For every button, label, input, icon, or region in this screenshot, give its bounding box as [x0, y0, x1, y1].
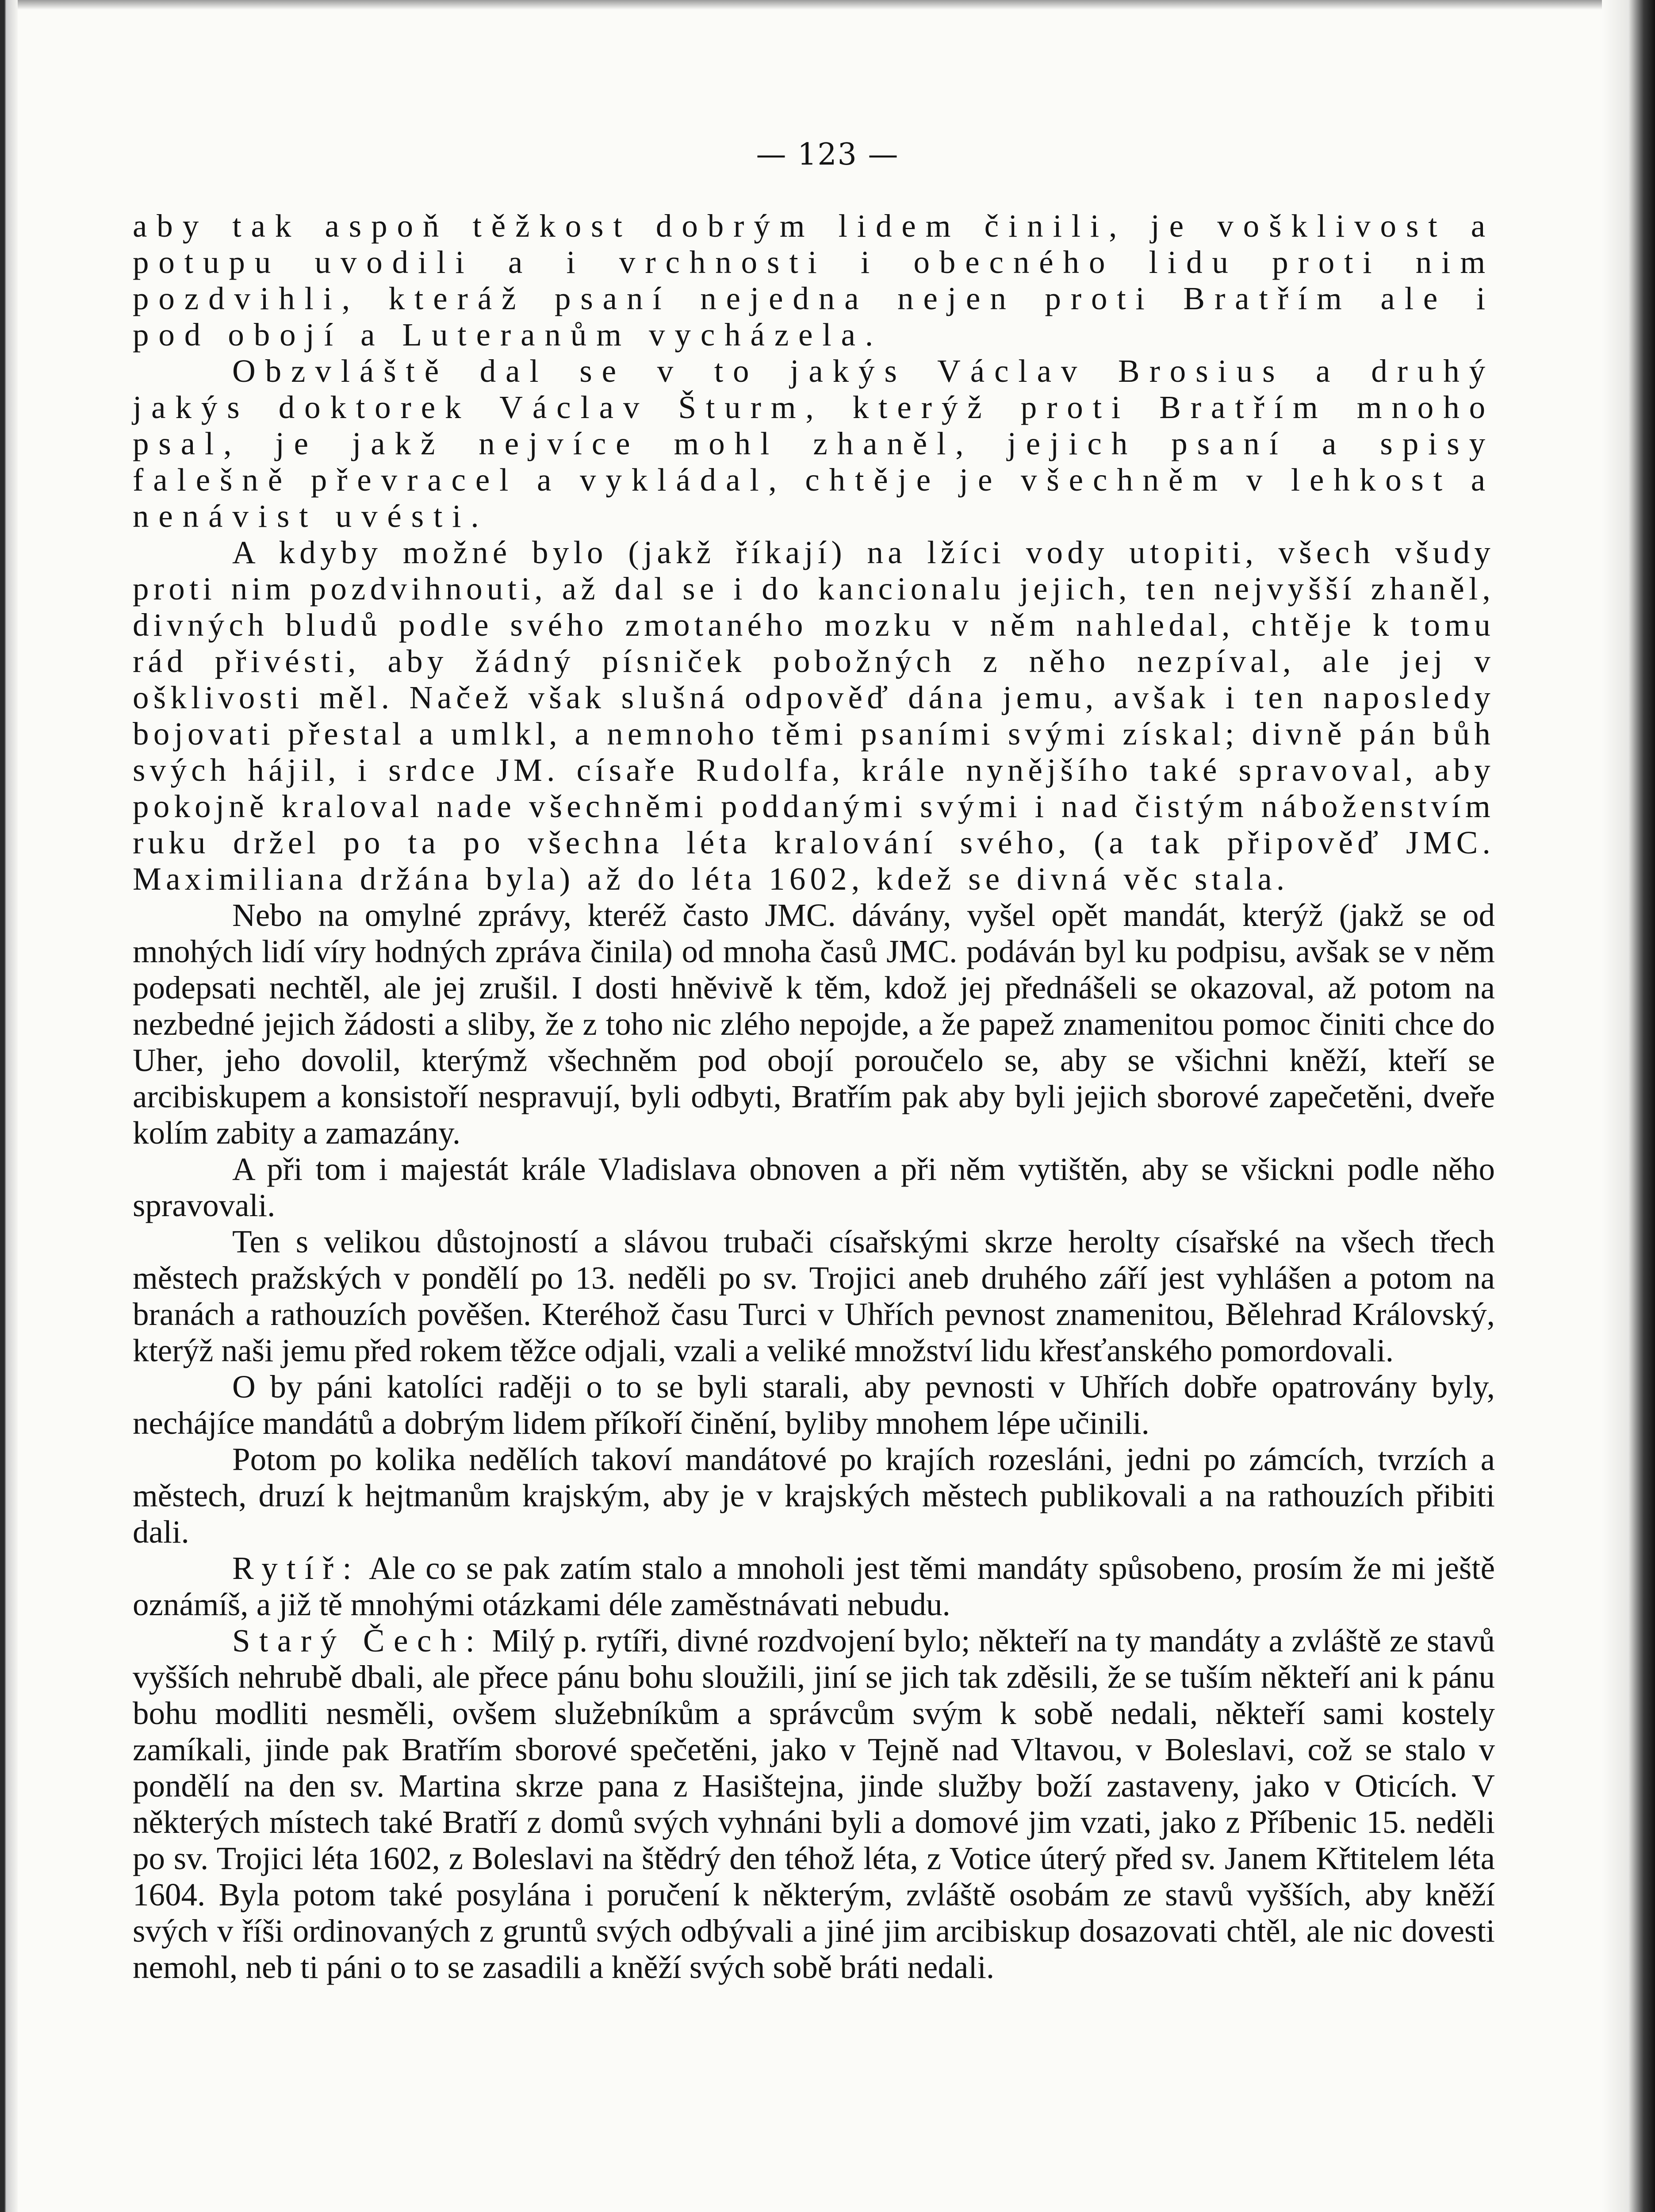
dialogue-text: Ale co se pak zatím stalo a mnoholi jest těmi mandáty spůsobeno, prosím že mi ještě oznámíš, a již tě mnohými otázkami déle zaměstnávati nebudu.	[133, 1550, 1495, 1622]
paragraph: Nebo na omylné zprávy, kteréž často JMC. dávány, vyšel opět mandát, kterýž (jakž se od mnohých lidí víry hodných zpráva činila) od mnoha časů JMC. podáván byl ku podpisu, avšak se v něm podepsati nechtěl, ale jej zrušil. I dosti hněvivě k těm, kdož jej přednášeli se okazoval, až potom na nezbedné jejich žádosti a sliby, že z toho nic zlého nepojde, a že papež znamenitou pomoc činiti chce do Uher, jeho dovolil, kterýmž všechněm pod obojí poroučelo se, aby se všichni kněží, kteří se arcibiskupem a konsistoří nespravují, byli odbyti, Bratřím pak aby byli jejich sborové zapečetěni, dveře kolím zabity a zamazány.	[133, 897, 1495, 1151]
body-text	[133, 208, 1495, 1985]
paragraph: Ten s velikou důstojností a slávou trubači císařskými skrze herolty císařské na všech třech městech pražských v pondělí po 13. neděli po sv. Trojici aneb druhého září jest vyhlášen a potom na branách a rathouzích pověšen. Kteréhož času Turci v Uhřích pevnost znamenitou, Bělehrad Královský, kterýž naši jemu před rokem těžce odjali, vzali a veliké množství lidu křesťanského pomordovali.	[133, 1224, 1495, 1368]
speaker-label: Rytíř:	[232, 1550, 361, 1586]
page-number: — 123 —	[756, 137, 899, 172]
paragraph: O by páni katolíci raději o to se byli starali, aby pevnosti v Uhřích dobře opatrovány byly, nechájíce mandátů a dobrým lidem příkoří činění, byliby mnohem lépe učinili.	[133, 1369, 1495, 1441]
dialogue-paragraph	[133, 1623, 1495, 1985]
scan-edge-top	[0, 0, 1655, 10]
dialogue-text: Milý p. rytíři, divné rozdvojení bylo; někteří na ty mandáty a zvláště ze stavů vyšších nehrubě dbali, ale přece pánu bohu sloužili, jiní se jich tak zděsili, že se tuším někteří ani k pánu bohu modliti nesměli, ovšem služebníkům a správcům svým k sobě nedali, někteří sami kostely zamíkali, jinde pak Bratřím sborové spečetěni, jako v Tejně nad Vltavou, v Boleslavi, což se stalo v pondělí na den sv. Martina skrze pana z Hasištejna, jinde služby boží zastaveny, jako v Oticích. V některých místech také Bratří z domů svých vyhnáni byli a domové jim vzati, jako z Příbenic 15. neděli po sv. Trojici léta 1602, z Boleslavi na štědrý den téhož léta, z Votice úterý před sv. Janem Křtitelem léta 1604. Byla potom také posylána i poručení k některým, zvláště osobám ze stavů vyšších, aby kněží svých v říši ordinovaných z gruntů svých odbývali a jiné jim arcibiskup dosazovati chtěl, ale nic dovesti nemohl, neb ti páni o to se zasadili a kněží svých sobě bráti nedali.	[133, 1623, 1495, 1985]
paragraph: A při tom i majestát krále Vladislava obnoven a při něm vytištěn, aby se všickni podle něho spravovali.	[133, 1151, 1495, 1223]
speaker-label: Starý Čech:	[232, 1623, 484, 1659]
paragraph: A kdyby možné bylo (jakž říkají) na lžíci vody utopiti, všech všudy proti nim pozdvihnouti, až dal se i do kancionalu jejich, ten nejvyšší zhaněl, divných bludů podle svého zmotaného mozku v něm nahledal, chtěje k tomu rád přivésti, aby žádný písniček pobožných z něho nezpíval, ale jej v ošklivosti měl. Načež však slušná odpověď dána jemu, avšak i ten naposledy bojovati přestal a umlkl, a nemnoho těmi psaními svými získal; divně pán bůh svých hájil, i srdce JM. císaře Rudolfa, krále nynějšího také spravoval, aby pokojně kraloval nade všechněmi poddanými svými i nad čistým náboženstvím ruku držel po ta po všechna léta kralování svého, (a tak připověď JMC. Maximiliana držána byla) až do léta 1602, kdež se divná věc stala.	[133, 534, 1495, 897]
dialogue-paragraph	[133, 1550, 1495, 1623]
paragraph: Potom po kolika nedělích takoví mandátové po krajích rozesláni, jedni po zámcích, tvrzích a městech, druzí k hejtmanům krajským, aby je v krajských městech publikovali a na rathouzích přibiti dali.	[133, 1441, 1495, 1550]
paragraph: aby tak aspoň těžkost dobrým lidem činili, je vošklivost a potupu uvodili a i vrchnosti i obecného lidu proti nim pozdvihli, kteráž psaní nejedna nejen proti Bratřím ale i pod obojí a Luteranům vycházela.	[133, 208, 1495, 353]
scan-edge-left	[0, 0, 18, 2212]
scan-edge-right	[1602, 0, 1655, 2212]
paragraph: Obzvláště dal se v to jakýs Václav Brosius a druhý jakýs doktorek Václav Šturm, kterýž proti Bratřím mnoho psal, je jakž nejvíce mohl zhaněl, jejich psaní a spisy falešně převracel a vykládal, chtěje je všechněm v lehkost a nenávist uvésti.	[133, 353, 1495, 534]
